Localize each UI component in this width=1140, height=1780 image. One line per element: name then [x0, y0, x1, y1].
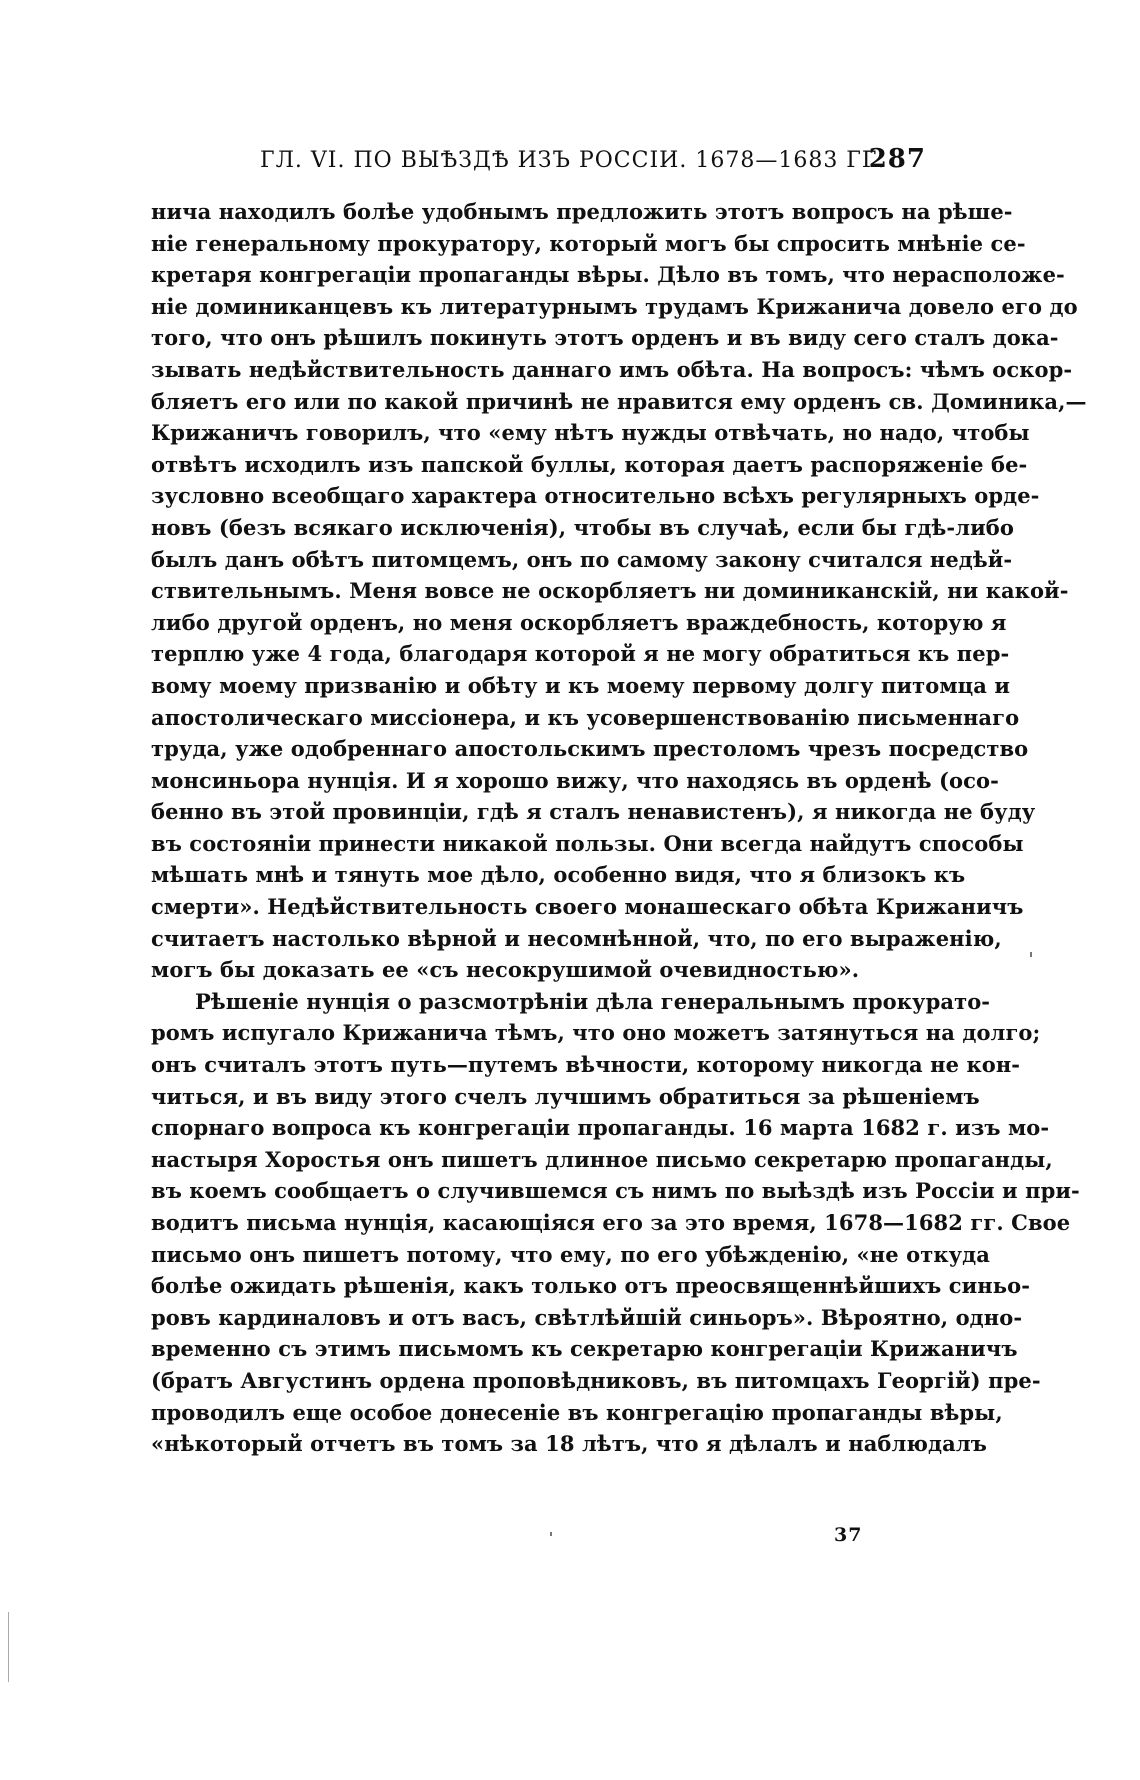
text-line: ніе генеральному прокуратору, который могъ бы спросить мнѣніе се-	[151, 230, 1026, 256]
text-line: монсиньора нунція. И я хорошо вижу, что находясь въ орденѣ (осо-	[151, 767, 999, 793]
signature-mark: 37	[834, 1524, 863, 1546]
text-line: терплю уже 4 года, благодаря которой я не могу обратиться къ пер-	[151, 641, 1010, 667]
text-line: въ коемъ сообщаетъ о случившемся съ нимъ по выѣздѣ изъ Россіи и при-	[151, 1178, 1080, 1204]
text-line: зывать недѣйствительность даннаго имъ обѣта. На вопросъ: чѣмъ оскор-	[151, 356, 1073, 382]
text-line: въ состояніи принести никакой пользы. Они всегда найдутъ способы	[151, 830, 1024, 856]
text-line: либо другой орденъ, но меня оскорбляетъ враждебность, которую я	[151, 609, 1007, 635]
text-line: проводилъ еще особое донесеніе въ конгрегацію пропаганды вѣры,	[151, 1399, 1003, 1425]
text-line: Рѣшеніе нунція о разсмотрѣніи дѣла генеральнымъ прокурато-	[195, 988, 991, 1014]
scan-speck	[1030, 952, 1032, 957]
text-line: спорнаго вопроса къ конгрегаціи пропаганды. 16 марта 1682 г. изъ мо-	[151, 1115, 1050, 1141]
text-line: труда, уже одобреннаго апостольскимъ престоломъ чрезъ посредство	[151, 736, 1029, 762]
text-line: «нѣкоторый отчетъ въ томъ за 18 лѣтъ, что я дѣлалъ и наблюдалъ	[151, 1431, 987, 1457]
text-line: зусловно всеобщаго характера относительно всѣхъ регулярныхъ орде-	[151, 483, 1040, 509]
text-line: вому моему призванію и обѣту и къ моему первому долгу питомца и	[151, 672, 1011, 698]
scan-edge-mark	[8, 1612, 9, 1682]
text-line: болѣе ожидать рѣшенія, какъ только отъ преосвященнѣйшихъ синьо-	[151, 1273, 1031, 1299]
text-line: ровъ кардиналовъ и отъ васъ, свѣтлѣйшій синьоръ». Вѣроятно, одно-	[151, 1304, 1023, 1330]
text-line: ніе доминиканцевъ къ литературнымъ трудамъ Крижанича довело его до	[151, 293, 1078, 319]
page-number: 287	[868, 144, 926, 174]
text-line: письмо онъ пишетъ потому, что ему, по его убѣжденію, «не откуда	[151, 1241, 990, 1267]
text-line: былъ данъ обѣтъ питомцемъ, онъ по самому закону считался недѣй-	[151, 546, 1013, 572]
text-line: онъ считалъ этотъ путь—путемъ вѣчности, которому никогда не кон-	[151, 1052, 1021, 1078]
text-line: смерти». Недѣйствительность своего монашескаго обѣта Крижаничъ	[151, 894, 1024, 920]
text-line: (братъ Августинъ ордена проповѣдниковъ, въ питомцахъ Георгій) пре-	[151, 1367, 1041, 1393]
text-line: читься, и въ виду этого счелъ лучшимъ обратиться за рѣшеніемъ	[151, 1083, 980, 1109]
text-line: Крижаничъ говорилъ, что «ему нѣтъ нужды отвѣчать, но надо, чтобы	[151, 420, 1030, 446]
running-head	[200, 144, 926, 178]
text-line: апостолическаго миссіонера, и къ усовершенствованію письменнаго	[151, 704, 1020, 730]
text-line: того, что онъ рѣшилъ покинуть этотъ орденъ и въ виду сего сталъ дока-	[151, 325, 1059, 351]
text-line: бляетъ его или по какой причинѣ не нравится ему орденъ св. Доминика,—	[151, 388, 1087, 414]
body-text	[151, 196, 1087, 1460]
text-line: считаетъ настолько вѣрной и несомнѣнной, что, по его выраженію,	[151, 925, 1002, 951]
text-line: ствительнымъ. Меня вовсе не оскорбляетъ ни доминиканскій, ни какой-	[151, 578, 1069, 604]
scan-speck	[550, 1532, 552, 1536]
text-line: нича находилъ болѣе удобнымъ предложить этотъ вопросъ на рѣше-	[151, 199, 1013, 224]
text-line: могъ бы доказать ее «съ несокрушимой очевидностью».	[151, 957, 860, 983]
text-line: ромъ испугало Крижанича тѣмъ, что оно можетъ затянуться на долго;	[151, 1020, 1041, 1046]
running-title: ГЛ. VI. ПО ВЫѢЗДѢ ИЗЪ РОССІИ. 1678—1683 ГГ.	[260, 148, 886, 173]
text-line: новъ (безъ всякаго исключенія), чтобы въ случаѣ, если бы гдѣ-либо	[151, 514, 1015, 540]
text-line: временно съ этимъ письмомъ къ секретарю конгрегаціи Крижаничъ	[151, 1336, 1018, 1362]
text-line: кретаря конгрегаціи пропаганды вѣры. Дѣло въ томъ, что нерасположе-	[151, 262, 1065, 288]
text-line: мѣшать мнѣ и тянуть мое дѣло, особенно видя, что я близокъ къ	[151, 862, 966, 888]
text-line: водитъ письма нунція, касающіяся его за это время, 1678—1682 гг. Свое	[151, 1210, 1071, 1235]
text-line: отвѣтъ исходилъ изъ папской буллы, которая даетъ распоряженіе бе-	[151, 451, 1028, 477]
text-line: бенно въ этой провинціи, гдѣ я сталъ ненавистенъ), я никогда не буду	[151, 799, 1036, 825]
text-line: настыря Хоростья онъ пишетъ длинное письмо секретарю пропаганды,	[151, 1146, 1053, 1172]
